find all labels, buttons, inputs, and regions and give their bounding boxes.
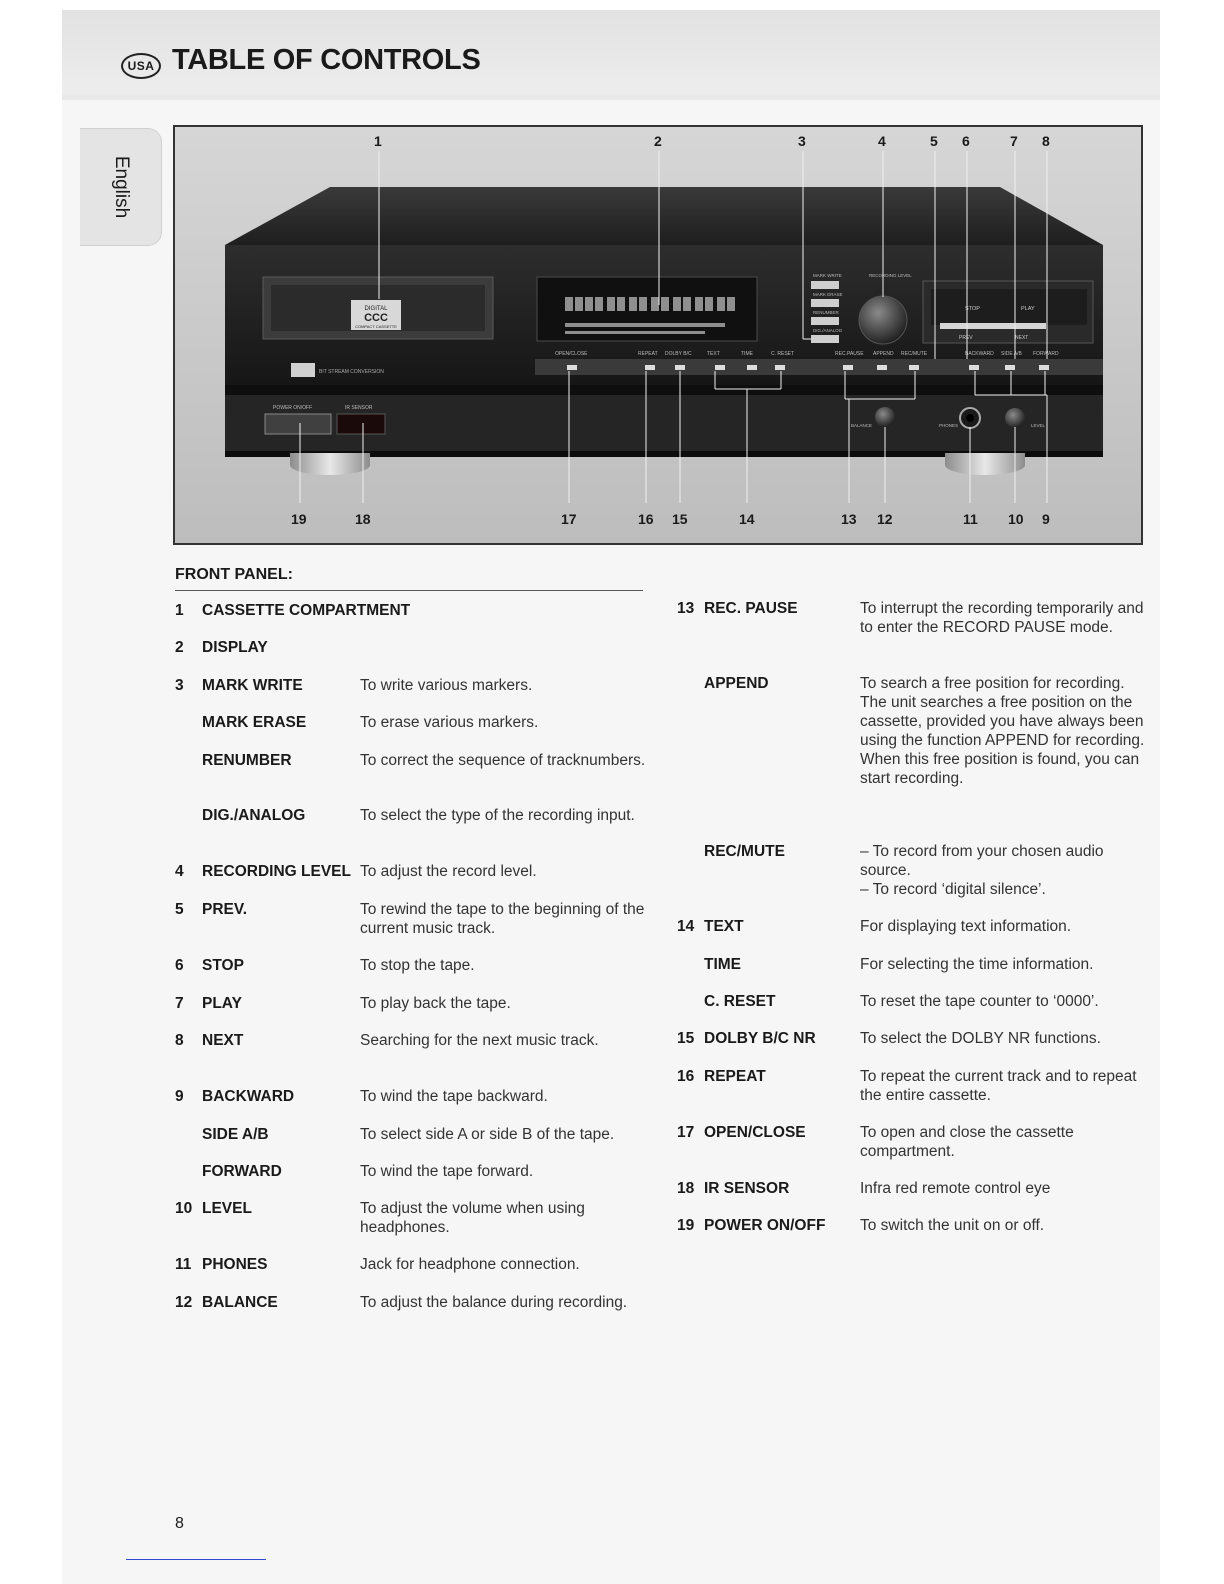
entry-number: 7 — [175, 995, 184, 1012]
bottom-link-line — [126, 1559, 266, 1560]
entry-number: 13 — [677, 600, 695, 617]
entry-description: To wind the tape backward. — [360, 1088, 548, 1105]
open-close-text: OPEN/CLOSE — [555, 351, 588, 357]
callout-15: 15 — [672, 511, 688, 527]
entry-label: RECORDING LEVEL — [202, 863, 351, 880]
entry-description: To select side A or side B of the tape. — [360, 1126, 615, 1143]
entry-label: PREV. — [202, 901, 248, 918]
entry-description: To repeat the current track and to repeat the entire cassette. — [860, 1068, 1137, 1104]
entry-label: DOLBY B/C NR — [704, 1030, 816, 1047]
logo-bottom-text: COMPACT CASSETTE — [355, 324, 397, 329]
append-text: APPEND — [873, 351, 894, 357]
next-label: NEXT — [1015, 335, 1029, 341]
bitstream-text: BIT STREAM CONVERSION — [319, 369, 384, 375]
entry-description: Jack for headphone connection. — [360, 1256, 580, 1273]
entry-description: For selecting the time information. — [860, 956, 1094, 973]
dig-analog-text: DIG./ANALOG — [813, 328, 843, 333]
entry-description: To erase various markers. — [360, 714, 539, 731]
entry-description: To adjust the balance during recording. — [360, 1294, 628, 1311]
entry-label: FORWARD — [202, 1163, 282, 1180]
entry-label: PHONES — [202, 1256, 268, 1273]
entry-number: 17 — [677, 1124, 695, 1141]
device-figure — [173, 125, 1143, 545]
callout-19: 19 — [291, 511, 307, 527]
entry-description: To stop the tape. — [360, 957, 475, 974]
language-tab — [80, 128, 162, 246]
renumber-text: RENUMBER — [813, 310, 839, 315]
callout-7: 7 — [1010, 133, 1018, 149]
side-ab-text: SIDE A/B — [1001, 351, 1022, 357]
power-label: POWER ON/OFF — [273, 405, 313, 411]
mark-write-text: MARK WRITE — [813, 273, 842, 278]
entry-label: LEVEL — [202, 1200, 252, 1217]
recording-level-text: RECORDING LEVEL — [869, 273, 912, 278]
entry-label: MARK WRITE — [202, 677, 303, 694]
repeat-text: REPEAT — [638, 351, 658, 357]
entry-description: Searching for the next music track. — [360, 1032, 599, 1049]
creset-btn-text: C. RESET — [771, 351, 795, 357]
mark-erase-text: MARK ERASE — [813, 292, 843, 297]
callout-11: 11 — [963, 511, 978, 527]
entry-label: MARK ERASE — [202, 714, 307, 731]
entry-number: 8 — [175, 1032, 184, 1049]
callout-2: 2 — [654, 133, 662, 149]
entry-number: 3 — [175, 677, 184, 694]
entry-label: PLAY — [202, 995, 242, 1012]
balance-label: BALANCE — [851, 423, 873, 428]
entry-number: 9 — [175, 1088, 184, 1105]
entry-number: 18 — [677, 1180, 695, 1197]
callout-12: 12 — [877, 511, 893, 527]
entry-number: 15 — [677, 1030, 695, 1047]
entry-number: 11 — [175, 1256, 192, 1273]
time-btn-text: TIME — [741, 351, 753, 357]
section-rule — [175, 590, 643, 591]
page-number: 8 — [175, 1515, 184, 1532]
entry-label: DIG./ANALOG — [202, 807, 306, 824]
entry-label: C. RESET — [704, 993, 776, 1010]
callout-16: 16 — [638, 511, 654, 527]
entry-label: REPEAT — [704, 1068, 766, 1085]
entry-number: 5 — [175, 901, 184, 918]
callout-8: 8 — [1042, 133, 1050, 149]
entry-label: APPEND — [704, 675, 769, 692]
prev-label: PREV — [959, 335, 973, 341]
ir-sensor-label: IR SENSOR — [345, 405, 373, 411]
entry-number: 4 — [175, 863, 184, 880]
entry-number: 12 — [175, 1294, 193, 1311]
entry-label: REC. PAUSE — [704, 600, 798, 617]
entry-description: To open and close the cassette compartment. — [860, 1124, 1074, 1160]
device-illustration — [175, 127, 1141, 543]
entry-number: 14 — [677, 918, 695, 935]
entry-label: STOP — [202, 957, 244, 974]
entry-label: BACKWARD — [202, 1088, 295, 1105]
callout-18: 18 — [355, 511, 371, 527]
rec-pause-text: REC.PAUSE — [835, 351, 864, 357]
entry-description: To switch the unit on or off. — [860, 1217, 1045, 1234]
entry-label: BALANCE — [202, 1294, 278, 1311]
callout-10: 10 — [1008, 511, 1024, 527]
logo-top-text: DIGITAL — [364, 306, 388, 312]
entry-label: DISPLAY — [202, 639, 268, 656]
callout-9: 9 — [1042, 511, 1050, 527]
entry-label: RENUMBER — [202, 752, 292, 769]
entry-number: 2 — [175, 639, 184, 656]
entry-description: To search a free position for recording. The unit searches a free position on the cassette, provided you have always been using the function APPEND for recording. When this free position is found, you can start recording. — [860, 675, 1145, 787]
page-title: TABLE OF CONTROLS — [172, 44, 481, 76]
entry-label: NEXT — [202, 1032, 244, 1049]
callout-3: 3 — [798, 133, 806, 149]
phones-label: PHONES — [939, 423, 959, 428]
entry-description: To select the DOLBY NR functions. — [860, 1030, 1101, 1047]
callout-4: 4 — [878, 133, 886, 149]
entry-description: To play back the tape. — [360, 995, 511, 1012]
callout-1: 1 — [374, 133, 382, 149]
header-divider — [62, 94, 1160, 100]
entry-description: To adjust the volume when using headphones. — [360, 1200, 585, 1236]
entry-description: To correct the sequence of tracknumbers. — [360, 752, 646, 769]
text-btn-text: TEXT — [707, 351, 720, 357]
logo-mid-text: CCC — [364, 312, 388, 324]
callout-5: 5 — [930, 133, 938, 149]
entry-description: To wind the tape forward. — [360, 1163, 534, 1180]
entry-description: – To record from your chosen audio source. – To record ‘digital silence’. — [860, 843, 1104, 898]
entry-description: To select the type of the recording input. — [360, 807, 635, 824]
backward-text: BACKWARD — [965, 351, 994, 357]
entry-label: IR SENSOR — [704, 1180, 790, 1197]
dolby-text: DOLBY B/C — [665, 351, 692, 357]
language-tab-label: English — [110, 155, 132, 219]
entry-description: To rewind the tape to the beginning of the current music track. — [360, 901, 645, 937]
entry-description: To write various markers. — [360, 677, 533, 694]
entry-description: To interrupt the recording temporarily and to enter the RECORD PAUSE mode. — [860, 600, 1144, 636]
entry-label: TEXT — [704, 918, 744, 935]
entry-label: OPEN/CLOSE — [704, 1124, 806, 1141]
level-label: LEVEL — [1031, 423, 1046, 428]
entry-label: POWER ON/OFF — [704, 1217, 826, 1234]
entry-label: CASSETTE COMPARTMENT — [202, 602, 411, 619]
section-title: FRONT PANEL: — [175, 566, 293, 583]
rec-mute-text: REC/MUTE — [901, 351, 928, 357]
entry-number: 19 — [677, 1217, 695, 1234]
region-badge: USA — [121, 53, 161, 79]
entry-number: 16 — [677, 1068, 695, 1085]
callout-6: 6 — [962, 133, 970, 149]
play-label: PLAY — [1021, 306, 1035, 312]
entry-number: 10 — [175, 1200, 193, 1217]
entry-label: REC/MUTE — [704, 843, 785, 860]
entry-number: 6 — [175, 957, 184, 974]
callout-13: 13 — [841, 511, 857, 527]
callout-14: 14 — [739, 511, 755, 527]
entry-description: To reset the tape counter to ‘0000’. — [860, 993, 1099, 1010]
entry-label: TIME — [704, 956, 742, 973]
entry-number: 1 — [175, 602, 184, 619]
entry-description: To adjust the record level. — [360, 863, 537, 880]
entry-description: Infra red remote control eye — [860, 1180, 1051, 1197]
entry-description: For displaying text information. — [860, 918, 1072, 935]
entry-label: SIDE A/B — [202, 1126, 269, 1143]
callout-17: 17 — [561, 511, 577, 527]
stop-label: STOP — [965, 306, 980, 312]
forward-text: FORWARD — [1033, 351, 1059, 357]
